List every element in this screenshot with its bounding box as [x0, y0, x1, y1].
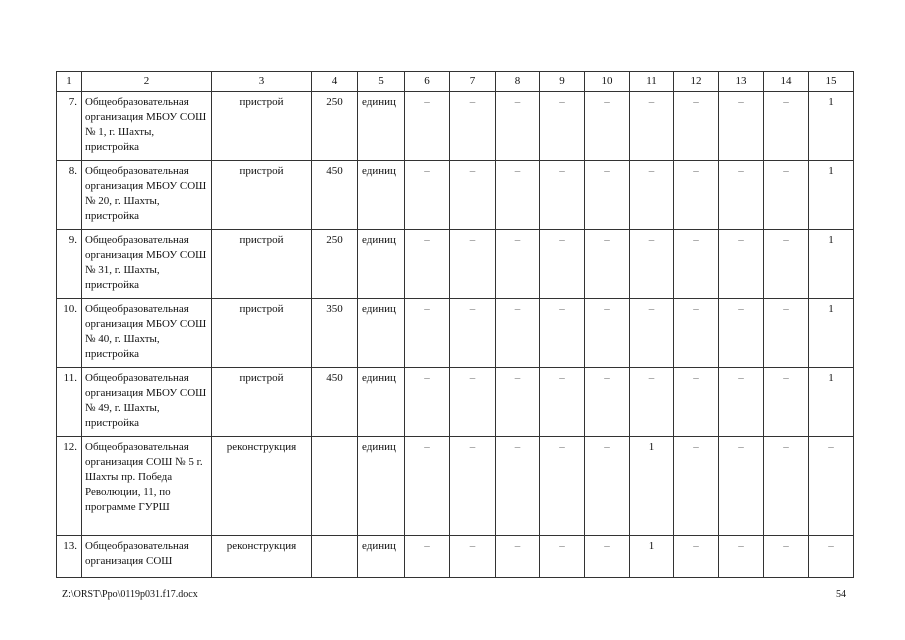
unit-cell: единиц	[358, 299, 405, 368]
year-mark-cell: –	[719, 368, 764, 437]
work-type-cell: реконструкция	[212, 437, 312, 536]
year-mark-cell: –	[450, 536, 496, 578]
row-number-cell: 7.	[57, 92, 82, 161]
table-row	[57, 536, 854, 578]
year-mark-cell: –	[450, 368, 496, 437]
year-mark-cell: –	[450, 230, 496, 299]
capacity-cell: 450	[312, 161, 358, 230]
year-mark-cell: –	[405, 368, 450, 437]
year-mark-cell: –	[496, 437, 540, 536]
row-number-cell: 10.	[57, 299, 82, 368]
row-number-cell: 9.	[57, 230, 82, 299]
year-mark-cell: –	[719, 161, 764, 230]
column-number-4: 4	[312, 72, 358, 92]
year-mark-cell: –	[405, 437, 450, 536]
column-number-8: 8	[496, 72, 540, 92]
year-mark-cell: –	[405, 230, 450, 299]
column-number-7: 7	[450, 72, 496, 92]
year-mark-cell: –	[540, 230, 585, 299]
year-mark-cell: –	[764, 437, 809, 536]
unit-cell: единиц	[358, 161, 405, 230]
year-mark-cell: –	[674, 437, 719, 536]
year-mark-cell: –	[674, 536, 719, 578]
year-mark-cell: –	[540, 299, 585, 368]
year-mark-cell: –	[674, 161, 719, 230]
footer-page-number: 54	[836, 589, 846, 600]
year-mark-cell: –	[496, 536, 540, 578]
year-mark-cell: 1	[809, 230, 854, 299]
capacity-cell: 250	[312, 92, 358, 161]
year-mark-cell: –	[405, 161, 450, 230]
year-mark-cell: 1	[809, 161, 854, 230]
table-row	[57, 437, 854, 536]
year-mark-cell: 1	[809, 299, 854, 368]
object-name-cell: Общеобразовательная организация СОШ	[82, 536, 212, 578]
year-mark-cell: –	[585, 536, 630, 578]
year-mark-cell: –	[630, 230, 674, 299]
year-mark-cell: –	[540, 536, 585, 578]
work-type-cell: пристрой	[212, 299, 312, 368]
year-mark-cell: –	[496, 92, 540, 161]
year-mark-cell: –	[540, 368, 585, 437]
capacity-cell: 450	[312, 368, 358, 437]
table-row	[57, 92, 854, 161]
column-number-3: 3	[212, 72, 312, 92]
year-mark-cell: –	[809, 536, 854, 578]
object-name-cell: Общеобразовательная организация СОШ № 5 г. Шахты пр. Победа Революции, 11, по программе ГУРШ	[82, 437, 212, 536]
header-row	[57, 72, 854, 92]
year-mark-cell: –	[719, 230, 764, 299]
year-mark-cell: –	[630, 368, 674, 437]
year-mark-cell: –	[764, 368, 809, 437]
year-mark-cell: –	[585, 92, 630, 161]
year-mark-cell: –	[450, 437, 496, 536]
year-mark-cell: –	[630, 299, 674, 368]
year-mark-cell: –	[674, 230, 719, 299]
object-name-cell: Общеобразовательная организация МБОУ СОШ № 49, г. Шахты, пристройка	[82, 368, 212, 437]
year-mark-cell: –	[496, 161, 540, 230]
year-mark-cell: –	[585, 161, 630, 230]
column-number-15: 15	[809, 72, 854, 92]
year-mark-cell: –	[540, 161, 585, 230]
column-number-12: 12	[674, 72, 719, 92]
unit-cell: единиц	[358, 536, 405, 578]
year-mark-cell: –	[450, 299, 496, 368]
unit-cell: единиц	[358, 437, 405, 536]
year-mark-cell: –	[540, 92, 585, 161]
row-number-cell: 8.	[57, 161, 82, 230]
year-mark-cell: –	[719, 299, 764, 368]
row-number-cell: 13.	[57, 536, 82, 578]
year-mark-cell: –	[809, 437, 854, 536]
capacity-cell: 250	[312, 230, 358, 299]
year-mark-cell: –	[719, 536, 764, 578]
work-type-cell: пристрой	[212, 92, 312, 161]
year-mark-cell: –	[764, 161, 809, 230]
column-number-14: 14	[764, 72, 809, 92]
capacity-cell: 350	[312, 299, 358, 368]
year-mark-cell: –	[405, 299, 450, 368]
year-mark-cell: –	[719, 92, 764, 161]
column-number-11: 11	[630, 72, 674, 92]
unit-cell: единиц	[358, 368, 405, 437]
row-number-cell: 12.	[57, 437, 82, 536]
year-mark-cell: 1	[630, 437, 674, 536]
object-name-cell: Общеобразовательная организация МБОУ СОШ № 20, г. Шахты, пристройка	[82, 161, 212, 230]
column-number-13: 13	[719, 72, 764, 92]
year-mark-cell: –	[585, 299, 630, 368]
table-row	[57, 368, 854, 437]
year-mark-cell: –	[585, 368, 630, 437]
column-number-6: 6	[405, 72, 450, 92]
year-mark-cell: –	[764, 92, 809, 161]
table-row	[57, 230, 854, 299]
year-mark-cell: –	[496, 368, 540, 437]
year-mark-cell: 1	[630, 536, 674, 578]
year-mark-cell: –	[405, 536, 450, 578]
year-mark-cell: 1	[809, 92, 854, 161]
year-mark-cell: –	[674, 368, 719, 437]
document-table	[56, 71, 854, 578]
year-mark-cell: –	[450, 161, 496, 230]
work-type-cell: пристрой	[212, 161, 312, 230]
year-mark-cell: –	[764, 299, 809, 368]
object-name-cell: Общеобразовательная организация МБОУ СОШ № 40, г. Шахты, пристройка	[82, 299, 212, 368]
year-mark-cell: –	[496, 230, 540, 299]
column-number-5: 5	[358, 72, 405, 92]
object-name-cell: Общеобразовательная организация МБОУ СОШ № 1, г. Шахты, пристройка	[82, 92, 212, 161]
footer-file-path: Z:\ORST\Ppo\0119p031.f17.docx	[62, 589, 198, 600]
work-type-cell: реконструкция	[212, 536, 312, 578]
year-mark-cell: –	[674, 299, 719, 368]
year-mark-cell: –	[630, 161, 674, 230]
year-mark-cell: –	[405, 92, 450, 161]
capacity-cell	[312, 536, 358, 578]
year-mark-cell: –	[450, 92, 496, 161]
year-mark-cell: –	[764, 230, 809, 299]
table-row	[57, 299, 854, 368]
column-number-1: 1	[57, 72, 82, 92]
column-number-9: 9	[540, 72, 585, 92]
row-number-cell: 11.	[57, 368, 82, 437]
year-mark-cell: –	[496, 299, 540, 368]
column-number-2: 2	[82, 72, 212, 92]
year-mark-cell: 1	[809, 368, 854, 437]
capacity-cell	[312, 437, 358, 536]
year-mark-cell: –	[585, 230, 630, 299]
unit-cell: единиц	[358, 92, 405, 161]
year-mark-cell: –	[540, 437, 585, 536]
year-mark-cell: –	[764, 536, 809, 578]
table-row	[57, 161, 854, 230]
object-name-cell: Общеобразовательная организация МБОУ СОШ № 31, г. Шахты, пристройка	[82, 230, 212, 299]
year-mark-cell: –	[630, 92, 674, 161]
year-mark-cell: –	[585, 437, 630, 536]
unit-cell: единиц	[358, 230, 405, 299]
work-type-cell: пристрой	[212, 368, 312, 437]
work-type-cell: пристрой	[212, 230, 312, 299]
column-number-10: 10	[585, 72, 630, 92]
year-mark-cell: –	[719, 437, 764, 536]
year-mark-cell: –	[674, 92, 719, 161]
